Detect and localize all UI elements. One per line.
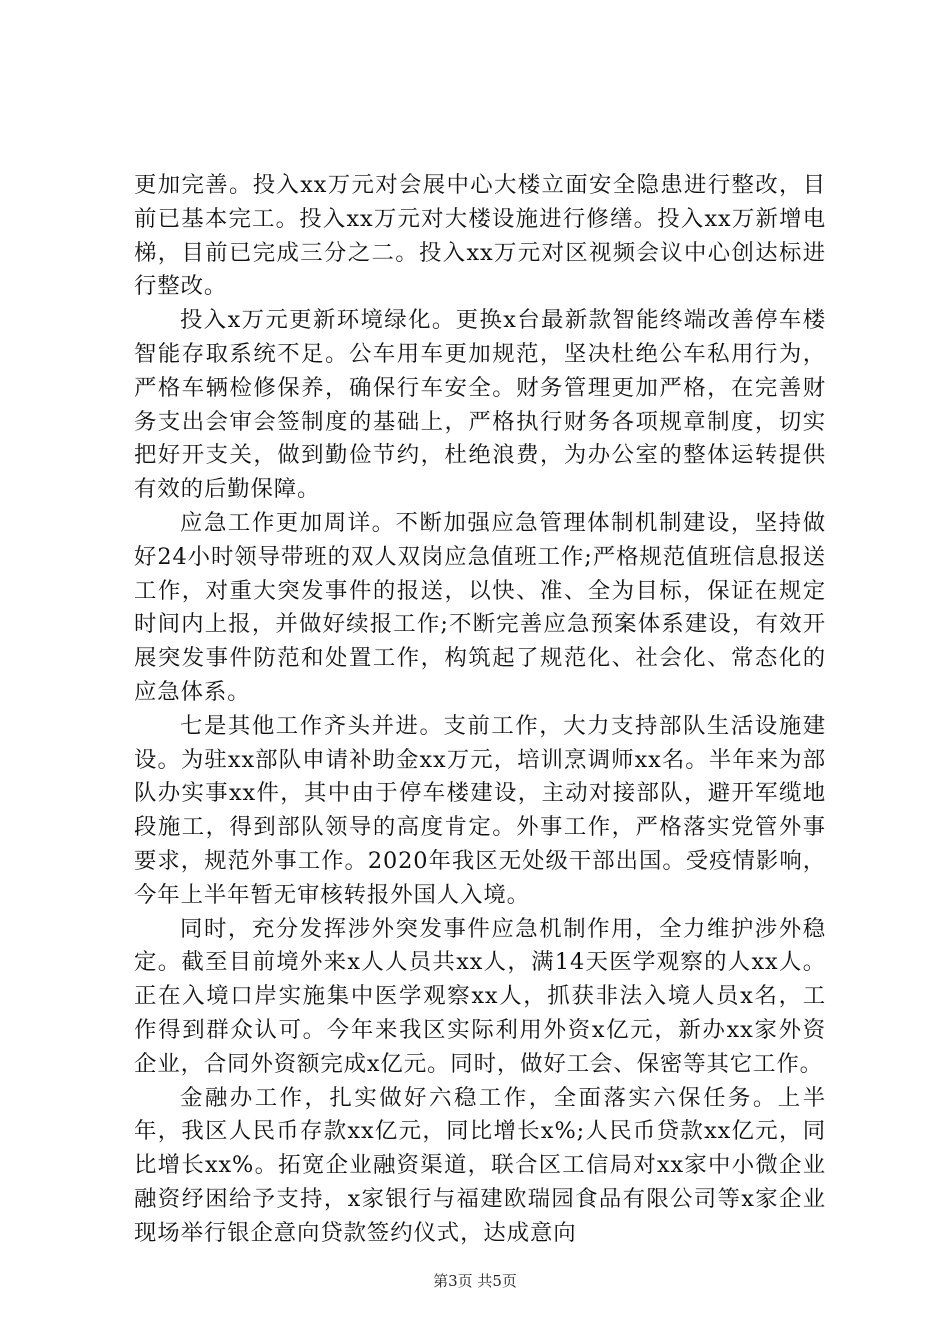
page-number-footer: 第3页 共5页 [433, 1272, 517, 1290]
paragraph-other-work: 七是其他工作齐头并进。支前工作，大力支持部队生活设施建设。为驻xx部队申请补助金xx万元，培训烹调师xx名。半年来为部队办实事xx件，其中由于停车楼建设，主动对接部队，避开军缆地段施工，得到部队领导的高度肯定。外事工作，严格落实党管外事要求，规范外事工作。2020年我区无处级干部出国。受疫情影响，今年上半年暂无审核转报外国人入境。 [134, 712, 826, 908]
paragraph-emergency-work: 应急工作更加周详。不断加强应急管理体制机制建设，坚持做好24小时领导带班的双人双岗应急值班工作;严格规范值班信息报送工作，对重大突发事件的报送，以快、准、全为目标，保证在规定时间内上报，并做好续报工作;不断完善应急预案体系建设，有效开展突发事件防范和处置工作，构筑起了规范化、社会化、常态化的应急体系。 [134, 509, 826, 705]
document-body [134, 169, 826, 1251]
paragraph-finance-office: 金融办工作，扎实做好六稳工作，全面落实六保任务。上半年，我区人民币存款xx亿元，同比增长x%;人民币贷款xx亿元，同比增长xx%。拓宽企业融资渠道，联合区工信局对xx家中小微企业融资纾困给予支持，x家银行与福建欧瑞园食品有限公司等x家企业现场举行银企意向贷款签约仪式，达成意向 [134, 1084, 826, 1246]
paragraph-greening-finance: 投入x万元更新环境绿化。更换x台最新款智能终端改善停车楼智能存取系统不足。公车用车更加规范，坚决杜绝公车私用行为，严格车辆检修保养，确保行车安全。财务管理更加严格，在完善财务支出会审会签制度的基础上，严格执行财务各项规章制度，切实把好开支关，做到勤俭节约，杜绝浪费，为办公室的整体运转提供有效的后勤保障。 [134, 307, 826, 503]
paragraph-facility-upgrades: 更加完善。投入xx万元对会展中心大楼立面安全隐患进行整改，目前已基本完工。投入xx万元对大楼设施进行修缮。投入xx万新增电梯，目前已完成三分之二。投入xx万元对区视频会议中心创达标进行整改。 [134, 172, 826, 300]
paragraph-foreign-affairs: 同时，充分发挥涉外突发事件应急机制作用，全力维护涉外稳定。截至目前境外来x人人员共xx人，满14天医学观察的人xx人。正在入境口岸实施集中医学观察xx人，抓获非法入境人员x名，工作得到群众认可。今年来我区实际利用外资x亿元，新办xx家外资企业，合同外资额完成x亿元。同时，做好工会、保密等其它工作。 [134, 915, 826, 1077]
